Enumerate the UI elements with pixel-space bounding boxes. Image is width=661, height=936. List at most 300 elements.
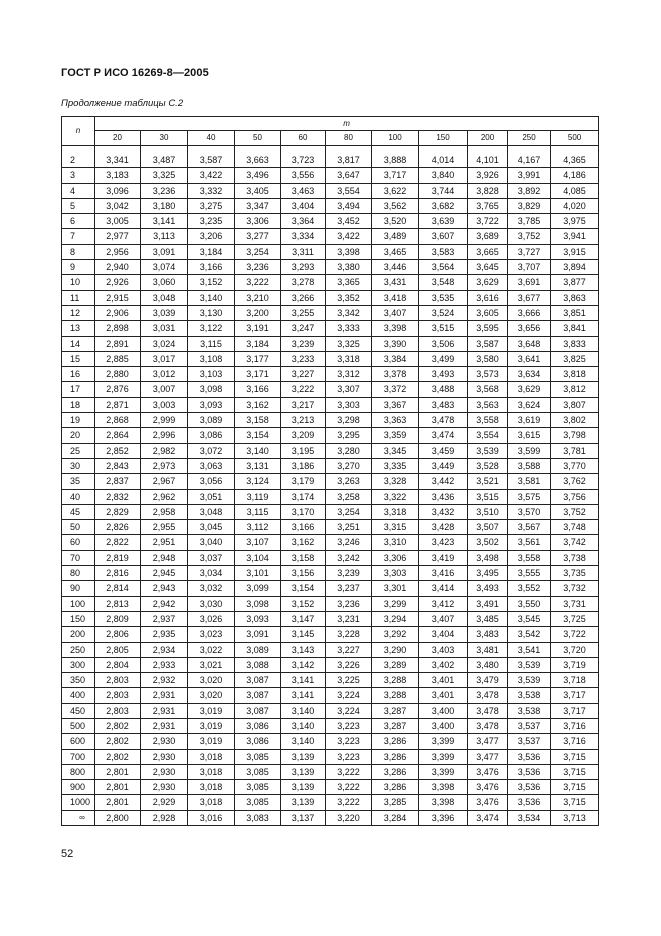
table-cell: 3,195 (281, 443, 326, 458)
table-cell: 3,292 (372, 627, 419, 642)
table-cell: 3,236 (326, 596, 372, 611)
table-cell: 3,418 (372, 290, 419, 305)
table-cell: 3,588 (508, 458, 551, 473)
table-cell: 3,715 (551, 780, 599, 795)
table-cell: 2,915 (95, 290, 141, 305)
table-cell: 3,493 (468, 581, 508, 596)
table-cell: 3,141 (281, 673, 326, 688)
table-cell: 3,599 (508, 443, 551, 458)
table-row (62, 168, 599, 183)
column-header: 50 (235, 131, 281, 146)
table-cell: 3,570 (508, 504, 551, 519)
table-cell: 2,973 (141, 458, 188, 473)
column-header: 80 (326, 131, 372, 146)
table-row (62, 382, 599, 397)
table-cell: 2,930 (141, 780, 188, 795)
table-cell: 3,465 (372, 244, 419, 259)
table-cell: 3,495 (468, 566, 508, 581)
table-cell: 2,945 (141, 566, 188, 581)
table-cell: 3,293 (281, 260, 326, 275)
table-row (62, 673, 599, 688)
table-cell: 3,732 (551, 581, 599, 596)
table-row (62, 397, 599, 412)
table-cell: 2,809 (95, 611, 141, 626)
table-cell: 2,926 (95, 275, 141, 290)
table-cell: 2,802 (95, 734, 141, 749)
table-cell: 3,624 (508, 397, 551, 412)
row-label-n: ∞ (62, 810, 95, 825)
table-cell: 3,476 (468, 795, 508, 810)
table-cell: 3,401 (419, 688, 468, 703)
table-cell: 3,294 (372, 611, 419, 626)
table-cell: 3,412 (419, 596, 468, 611)
row-label-n: 350 (62, 673, 95, 688)
table-row (62, 780, 599, 795)
row-label-n: 9 (62, 260, 95, 275)
table-cell: 3,399 (419, 764, 468, 779)
table-cell: 3,524 (419, 305, 468, 320)
table-cell: 4,101 (468, 153, 508, 168)
table-cell: 3,290 (372, 642, 419, 657)
table-cell: 3,416 (419, 566, 468, 581)
table-cell: 3,032 (188, 581, 235, 596)
table-cell: 3,647 (326, 168, 372, 183)
table-cell: 3,449 (419, 458, 468, 473)
spacer-cell (235, 146, 281, 154)
table-cell: 3,088 (235, 657, 281, 672)
table-cell: 3,742 (551, 535, 599, 550)
table-cell: 3,115 (235, 504, 281, 519)
table-row (62, 596, 599, 611)
table-cell: 3,288 (372, 688, 419, 703)
table-row (62, 504, 599, 519)
row-label-n: 600 (62, 734, 95, 749)
table-cell: 3,018 (188, 795, 235, 810)
row-label-n: 19 (62, 413, 95, 428)
table-cell: 2,852 (95, 443, 141, 458)
table-cell: 4,085 (551, 183, 599, 198)
table-cell: 3,225 (326, 673, 372, 688)
table-cell: 3,403 (419, 642, 468, 657)
table-cell: 3,115 (188, 336, 235, 351)
table-cell: 3,493 (419, 367, 468, 382)
table-cell: 3,018 (188, 764, 235, 779)
table-cell: 2,803 (95, 688, 141, 703)
table-cell: 3,263 (326, 474, 372, 489)
table-row (62, 657, 599, 672)
table-cell: 3,666 (508, 305, 551, 320)
table-cell: 2,951 (141, 535, 188, 550)
row-label-n: 400 (62, 688, 95, 703)
row-label-n: 5 (62, 198, 95, 213)
table-row (62, 153, 599, 168)
table-cell: 3,781 (551, 443, 599, 458)
table-cell: 2,864 (95, 428, 141, 443)
table-cell: 3,085 (235, 795, 281, 810)
table-cell: 3,018 (188, 780, 235, 795)
table-cell: 3,037 (188, 550, 235, 565)
table-cell: 3,534 (508, 810, 551, 825)
table-cell: 3,091 (141, 244, 188, 259)
table-cell: 3,222 (281, 382, 326, 397)
table-cell: 3,677 (508, 290, 551, 305)
table-cell: 3,246 (326, 535, 372, 550)
table-cell: 3,648 (508, 336, 551, 351)
table-row (62, 229, 599, 244)
table-cell: 3,554 (326, 183, 372, 198)
table-cell: 3,332 (188, 183, 235, 198)
table-cell: 3,641 (508, 351, 551, 366)
table-cell: 3,093 (188, 397, 235, 412)
table-cell: 3,222 (326, 795, 372, 810)
spacer-cell (62, 146, 95, 154)
table-cell: 3,738 (551, 550, 599, 565)
table-cell: 2,813 (95, 596, 141, 611)
table-cell: 3,707 (508, 260, 551, 275)
table-cell: 3,390 (372, 336, 419, 351)
table-cell: 3,717 (551, 688, 599, 703)
table-cell: 3,139 (281, 764, 326, 779)
table-cell: 3,539 (508, 673, 551, 688)
row-label-n: 300 (62, 657, 95, 672)
row-label-n: 50 (62, 520, 95, 535)
table-cell: 2,814 (95, 581, 141, 596)
table-cell: 3,179 (281, 474, 326, 489)
table-cell: 3,017 (141, 351, 188, 366)
table-cell: 3,639 (419, 214, 468, 229)
table-cell: 2,977 (95, 229, 141, 244)
table-cell: 3,280 (326, 443, 372, 458)
table-cell: 3,682 (419, 198, 468, 213)
table-cell: 3,432 (419, 504, 468, 519)
spacer-cell (281, 146, 326, 154)
table-cell: 3,398 (326, 244, 372, 259)
row-label-n: 10 (62, 275, 95, 290)
table-cell: 3,722 (468, 214, 508, 229)
table-cell: 3,325 (326, 336, 372, 351)
table-cell: 3,206 (188, 229, 235, 244)
table-cell: 3,428 (419, 520, 468, 535)
table-cell: 2,804 (95, 657, 141, 672)
table-cell: 3,099 (235, 581, 281, 596)
table-row (62, 688, 599, 703)
table-row (62, 305, 599, 320)
table-cell: 3,423 (419, 535, 468, 550)
table-cell: 3,479 (468, 673, 508, 688)
table-cell: 3,562 (372, 198, 419, 213)
table-cell: 3,005 (95, 214, 141, 229)
table-row (62, 214, 599, 229)
table-cell: 3,645 (468, 260, 508, 275)
table-cell: 3,446 (372, 260, 419, 275)
table-row (62, 550, 599, 565)
table-cell: 4,167 (508, 153, 551, 168)
table-cell: 3,991 (508, 168, 551, 183)
table-cell: 2,868 (95, 413, 141, 428)
table-cell: 3,140 (281, 734, 326, 749)
table-cell: 3,210 (235, 290, 281, 305)
table-cell: 3,735 (551, 566, 599, 581)
table-cell: 2,932 (141, 673, 188, 688)
table-row (62, 764, 599, 779)
row-label-n: 35 (62, 474, 95, 489)
table-cell: 4,186 (551, 168, 599, 183)
table-cell: 2,880 (95, 367, 141, 382)
table-cell: 3,089 (188, 413, 235, 428)
table-cell: 3,877 (551, 275, 599, 290)
table-cell: 3,558 (508, 550, 551, 565)
table-cell: 3,170 (281, 504, 326, 519)
table-cell: 3,104 (235, 550, 281, 565)
table-cell: 3,563 (468, 397, 508, 412)
table-cell: 3,663 (235, 153, 281, 168)
table-cell: 3,345 (372, 443, 419, 458)
table-cell: 3,093 (235, 611, 281, 626)
table-cell: 3,656 (508, 321, 551, 336)
table-cell: 3,554 (468, 428, 508, 443)
table-cell: 3,016 (188, 810, 235, 825)
row-label-n: 25 (62, 443, 95, 458)
header-spacer-row (62, 146, 599, 154)
table-cell: 3,715 (551, 764, 599, 779)
table-cell: 3,119 (235, 489, 281, 504)
table-row (62, 734, 599, 749)
table-cell: 3,158 (281, 550, 326, 565)
table-cell: 3,752 (551, 504, 599, 519)
table-cell: 2,805 (95, 642, 141, 657)
table-cell: 3,975 (551, 214, 599, 229)
table-row (62, 810, 599, 825)
table-cell: 2,940 (95, 260, 141, 275)
table-cell: 3,541 (508, 642, 551, 657)
table-cell: 3,085 (235, 780, 281, 795)
table-cell: 3,756 (551, 489, 599, 504)
document-header: ГОСТ Р ИСО 16269-8—2005 (61, 67, 209, 79)
table-cell: 2,943 (141, 581, 188, 596)
table-cell: 3,213 (281, 413, 326, 428)
table-cell: 2,929 (141, 795, 188, 810)
table-cell: 3,286 (372, 764, 419, 779)
table-cell: 3,209 (281, 428, 326, 443)
table-cell: 3,478 (419, 413, 468, 428)
table-cell: 3,042 (95, 198, 141, 213)
table-cell: 3,306 (235, 214, 281, 229)
table-cell: 3,478 (468, 688, 508, 703)
table-cell: 3,060 (141, 275, 188, 290)
table-row (62, 581, 599, 596)
table-cell: 2,935 (141, 627, 188, 642)
table-row (62, 458, 599, 473)
table-cell: 3,561 (508, 535, 551, 550)
table-cell: 3,223 (326, 734, 372, 749)
table-cell: 3,498 (468, 550, 508, 565)
table-cell: 3,719 (551, 657, 599, 672)
table-cell: 3,536 (508, 780, 551, 795)
table-cell: 3,483 (419, 397, 468, 412)
table-row (62, 703, 599, 718)
table-cell: 3,404 (281, 198, 326, 213)
table-cell: 2,931 (141, 688, 188, 703)
table-row (62, 489, 599, 504)
table-cell: 3,941 (551, 229, 599, 244)
table-cell: 2,871 (95, 397, 141, 412)
table-row (62, 474, 599, 489)
table-cell: 3,407 (419, 611, 468, 626)
table-cell: 3,021 (188, 657, 235, 672)
table-cell: 3,548 (419, 275, 468, 290)
table-cell: 3,717 (372, 168, 419, 183)
table-cell: 3,152 (281, 596, 326, 611)
row-label-n: 17 (62, 382, 95, 397)
table-cell: 3,713 (551, 810, 599, 825)
table-cell: 3,770 (551, 458, 599, 473)
table-cell: 3,720 (551, 642, 599, 657)
table-cell: 3,542 (508, 627, 551, 642)
table-cell: 3,634 (508, 367, 551, 382)
row-label-n: 200 (62, 627, 95, 642)
table-cell: 3,312 (326, 367, 372, 382)
table-cell: 3,236 (141, 183, 188, 198)
table-cell: 3,491 (468, 596, 508, 611)
table-cell: 3,378 (372, 367, 419, 382)
table-cell: 3,295 (326, 428, 372, 443)
table-cell: 3,087 (235, 688, 281, 703)
table-cell: 3,478 (468, 703, 508, 718)
table-cell: 3,717 (551, 703, 599, 718)
table-cell: 2,999 (141, 413, 188, 428)
table-cell: 3,487 (141, 153, 188, 168)
table-cell: 3,605 (468, 305, 508, 320)
table-cell: 3,583 (419, 244, 468, 259)
row-label-n: 12 (62, 305, 95, 320)
table-cell: 3,863 (551, 290, 599, 305)
table-cell: 2,956 (95, 244, 141, 259)
table-cell: 3,287 (372, 703, 419, 718)
table-cell: 3,926 (468, 168, 508, 183)
table-cell: 3,507 (468, 520, 508, 535)
table-row (62, 198, 599, 213)
table-cell: 2,826 (95, 520, 141, 535)
column-header: 250 (508, 131, 551, 146)
table-cell: 3,398 (372, 321, 419, 336)
row-label-n: 45 (62, 504, 95, 519)
table-cell: 2,982 (141, 443, 188, 458)
table-cell: 3,459 (419, 443, 468, 458)
group-header-m: m (95, 117, 599, 131)
table-cell: 3,154 (235, 428, 281, 443)
table-cell: 3,629 (508, 382, 551, 397)
table-cell: 3,098 (188, 382, 235, 397)
table-cell: 3,171 (235, 367, 281, 382)
table-cell: 3,139 (281, 780, 326, 795)
table-cell: 3,817 (326, 153, 372, 168)
table-cell: 3,851 (551, 305, 599, 320)
table-cell: 3,615 (508, 428, 551, 443)
table-cell: 3,622 (372, 183, 419, 198)
table-cell: 3,286 (372, 749, 419, 764)
table-cell: 3,550 (508, 596, 551, 611)
table-cell: 3,311 (281, 244, 326, 259)
table-cell: 3,474 (468, 810, 508, 825)
table-cell: 3,039 (141, 305, 188, 320)
spacer-cell (419, 146, 468, 154)
table-cell: 2,822 (95, 535, 141, 550)
table-cell: 3,158 (235, 413, 281, 428)
table-cell: 3,166 (235, 382, 281, 397)
column-header: 30 (141, 131, 188, 146)
table-cell: 3,288 (372, 673, 419, 688)
table-cell: 3,341 (95, 153, 141, 168)
table-cell: 3,284 (372, 810, 419, 825)
table-cell: 3,301 (372, 581, 419, 596)
table-row (62, 520, 599, 535)
table-cell: 3,048 (188, 504, 235, 519)
table-cell: 3,186 (281, 458, 326, 473)
table-cell: 3,231 (326, 611, 372, 626)
table-cell: 3,227 (281, 367, 326, 382)
table-cell: 3,419 (419, 550, 468, 565)
table-cell: 3,237 (326, 581, 372, 596)
table-cell: 2,898 (95, 321, 141, 336)
table-cell: 2,843 (95, 458, 141, 473)
spacer-cell (468, 146, 508, 154)
table-cell: 3,285 (372, 795, 419, 810)
table-cell: 2,801 (95, 780, 141, 795)
table-cell: 2,930 (141, 734, 188, 749)
table-cell: 3,103 (188, 367, 235, 382)
table-cell: 3,235 (188, 214, 235, 229)
row-label-n: 450 (62, 703, 95, 718)
table-cell: 3,587 (188, 153, 235, 168)
column-header: 60 (281, 131, 326, 146)
table-cell: 3,130 (188, 305, 235, 320)
table-row (62, 260, 599, 275)
table-cell: 3,715 (551, 795, 599, 810)
table-cell: 3,840 (419, 168, 468, 183)
table-cell: 3,310 (372, 535, 419, 550)
table-cell: 3,567 (508, 520, 551, 535)
table-cell: 3,112 (235, 520, 281, 535)
table-cell: 3,731 (551, 596, 599, 611)
spacer-cell (508, 146, 551, 154)
table-row (62, 627, 599, 642)
table-cell: 3,287 (372, 718, 419, 733)
table-cell: 2,829 (95, 504, 141, 519)
table-cell: 2,800 (95, 810, 141, 825)
table-cell: 3,089 (235, 642, 281, 657)
table-cell: 3,718 (551, 673, 599, 688)
table-row (62, 749, 599, 764)
table-cell: 3,488 (419, 382, 468, 397)
table-cell: 2,948 (141, 550, 188, 565)
table-body (62, 146, 599, 826)
table-row (62, 566, 599, 581)
table-cell: 3,220 (326, 810, 372, 825)
table-cell: 3,020 (188, 688, 235, 703)
table-cell: 3,020 (188, 673, 235, 688)
column-header: 200 (468, 131, 508, 146)
table-cell: 3,595 (468, 321, 508, 336)
table-cell: 2,955 (141, 520, 188, 535)
row-label-n: 30 (62, 458, 95, 473)
table-cell: 3,108 (188, 351, 235, 366)
table-cell: 3,166 (188, 260, 235, 275)
table-cell: 3,278 (281, 275, 326, 290)
table-cell: 3,539 (468, 443, 508, 458)
table-cell: 3,306 (372, 550, 419, 565)
table-cell: 3,825 (551, 351, 599, 366)
row-label-n: 800 (62, 764, 95, 779)
